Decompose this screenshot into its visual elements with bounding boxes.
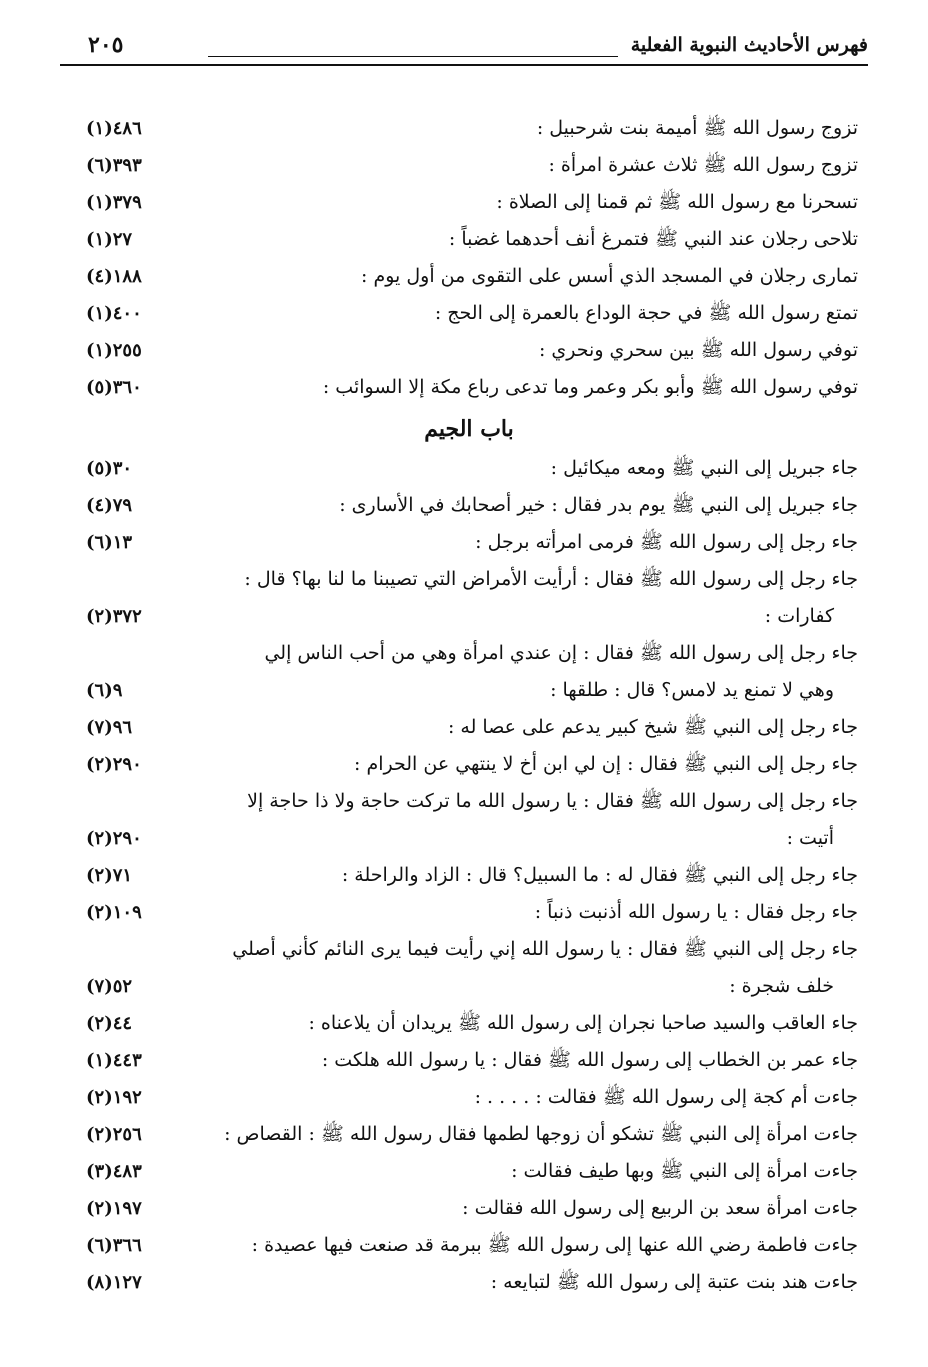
entry-text: توفي رسول الله ﷺ وأبو بكر وعمر وما تدعى رباع مكة إلا السوائب :	[322, 376, 858, 398]
index-entry	[80, 1116, 858, 1153]
entry-line	[80, 369, 858, 406]
entry-line	[80, 931, 858, 968]
index-entry	[80, 894, 858, 931]
entries-jim	[80, 450, 858, 1301]
section-heading: باب الجيم	[424, 416, 514, 442]
entry-text: جاءت امرأة سعد بن الربيع إلى رسول الله فقالت :	[462, 1197, 858, 1219]
entry-line	[80, 1042, 858, 1079]
entry-line	[80, 110, 858, 147]
header-dash-rule	[208, 56, 618, 57]
page-number: ٢٠٥	[88, 32, 124, 58]
entry-reference: ٤٨٦(١)	[86, 118, 142, 139]
entry-reference: ٥٢(٧)	[86, 976, 133, 997]
entry-line	[80, 635, 858, 672]
index-entry	[80, 295, 858, 332]
index-entry	[80, 369, 858, 406]
entry-text: جاءت امرأة إلى النبي ﷺ وبها طيف فقالت :	[511, 1160, 858, 1182]
entry-reference: ٤٨٣(٣)	[86, 1161, 142, 1182]
entry-line	[80, 820, 858, 857]
entry-reference: ٣٦٦(٦)	[86, 1235, 142, 1256]
entry-text: جاءت هند بنت عتبة إلى رسول الله ﷺ لتبايعه :	[490, 1271, 858, 1293]
entry-line	[80, 147, 858, 184]
entry-line	[80, 1190, 858, 1227]
entry-text: جاء رجل إلى النبي ﷺ شيخ كبير يدعم على عصا له :	[447, 716, 858, 738]
entry-text: جاء رجل إلى النبي ﷺ فقال : إن لي ابن أخ لا ينتهي عن الحرام :	[354, 753, 858, 775]
entry-reference: ٤٠٠(١)	[86, 303, 142, 324]
index-entry	[80, 1079, 858, 1116]
entry-line	[80, 1227, 858, 1264]
index-entry	[80, 1042, 858, 1079]
entry-text: جاء رجل إلى النبي ﷺ فقال : يا رسول الله إني رأيت فيما يرى النائم كأني أصلي	[232, 938, 858, 960]
entry-line	[80, 1005, 858, 1042]
entry-text: توفي رسول الله ﷺ بين سحري ونحري :	[538, 339, 858, 361]
entry-text: تمارى رجلان في المسجد الذي أسس على التقوى من أول يوم :	[361, 265, 858, 287]
entry-line	[80, 1116, 858, 1153]
entry-text: جاءت امرأة إلى النبي ﷺ تشكو أن زوجها لطمها فقال رسول الله ﷺ : القصاص :	[224, 1123, 858, 1145]
entry-line	[80, 295, 858, 332]
entry-reference: ٧١(٢)	[86, 865, 133, 886]
entry-reference: ١٢٧(٨)	[86, 1272, 142, 1293]
entry-line	[80, 221, 858, 258]
index-entry	[80, 221, 858, 258]
entry-text: وهي لا تمنع يد لامس؟ قال : طلقها :	[550, 679, 834, 701]
index-entry	[80, 524, 858, 561]
entry-reference: ٤٤٣(١)	[86, 1050, 142, 1071]
entry-text: جاء رجل إلى رسول الله ﷺ فقال : أرأيت الأمراض التي تصيبنا ما لنا بها؟ قال :	[244, 568, 858, 590]
index-entry	[80, 147, 858, 184]
entry-text: خلف شجرة :	[729, 975, 834, 997]
entry-reference: ٩٦(٧)	[86, 717, 133, 738]
entry-reference: ١٨٨(٤)	[86, 266, 142, 287]
index-entry	[80, 783, 858, 857]
entry-line	[80, 746, 858, 783]
index-entry	[80, 1005, 858, 1042]
index-entry	[80, 746, 858, 783]
entry-line	[80, 258, 858, 295]
entry-reference: ٢٥٥(١)	[86, 340, 142, 361]
entry-text: جاء رجل إلى رسول الله ﷺ فرمى امرأته برجل :	[475, 531, 858, 553]
entry-reference: ٩(٦)	[86, 680, 123, 701]
entry-text: جاء جبريل إلى النبي ﷺ ومعه ميكائيل :	[550, 457, 858, 479]
entry-text: جاء رجل إلى رسول الله ﷺ فقال : يا رسول الله ما تركت حاجة ولا ذا حاجة إلا	[247, 790, 858, 812]
entry-text: جاء رجل فقال : يا رسول الله أذنبت ذنباً :	[534, 901, 858, 923]
index-entry	[80, 1264, 858, 1301]
entry-line	[80, 184, 858, 221]
entry-text: أتيت :	[786, 827, 834, 849]
entry-text: تلاحى رجلان عند النبي ﷺ فتمرغ أنف أحدهما غضباً :	[448, 228, 858, 250]
index-entry	[80, 1190, 858, 1227]
index-entry	[80, 1153, 858, 1190]
header-rule	[60, 64, 868, 66]
entries-ta	[80, 110, 858, 406]
entry-line	[80, 894, 858, 931]
entry-line	[80, 1153, 858, 1190]
entry-reference: ٣٧٩(١)	[86, 192, 142, 213]
entry-line	[80, 1264, 858, 1301]
index-body	[80, 110, 858, 1301]
entry-reference: ٣٩٣(٦)	[86, 155, 142, 176]
entry-line	[80, 524, 858, 561]
index-entry	[80, 450, 858, 487]
entry-text: تسحرنا مع رسول الله ﷺ ثم قمنا إلى الصلاة :	[496, 191, 858, 213]
entry-line	[80, 709, 858, 746]
entry-text: جاء رجل إلى رسول الله ﷺ فقال : إن عندي امرأة وهي من أحب الناس إلي	[264, 642, 858, 664]
entry-reference: ١٩٢(٢)	[86, 1087, 142, 1108]
index-entry	[80, 857, 858, 894]
running-title: فهرس الأحاديث النبوية الفعلية	[630, 34, 868, 56]
entry-reference: ٢٥٦(٢)	[86, 1124, 142, 1145]
index-entry	[80, 487, 858, 524]
entry-line	[80, 1079, 858, 1116]
entry-line	[80, 968, 858, 1005]
entry-reference: ٣٧٢(٢)	[86, 606, 142, 627]
entry-text: كفارات :	[764, 605, 834, 627]
entry-line	[80, 672, 858, 709]
entry-text: جاء العاقب والسيد صاحبا نجران إلى رسول الله ﷺ يريدان أن يلاعناه :	[308, 1012, 858, 1034]
entry-text: جاء عمر بن الخطاب إلى رسول الله ﷺ فقال : يا رسول الله هلكت :	[321, 1049, 858, 1071]
entry-text: جاءت أم كجة إلى رسول الله ﷺ فقالت : . . . . :	[474, 1086, 858, 1108]
entry-text: تزوج رسول الله ﷺ أميمة بنت شرحبيل :	[536, 117, 858, 139]
index-entry	[80, 184, 858, 221]
entry-line	[80, 332, 858, 369]
entry-line	[80, 783, 858, 820]
entry-reference: ١٣(٦)	[86, 532, 133, 553]
entry-line	[80, 857, 858, 894]
index-entry	[80, 110, 858, 147]
index-entry	[80, 931, 858, 1005]
entry-reference: ١٩٧(٢)	[86, 1198, 142, 1219]
entry-reference: ٢٧(١)	[86, 229, 133, 250]
entry-line	[80, 561, 858, 598]
entry-reference: ٢٩٠(٢)	[86, 754, 142, 775]
entry-reference: ١٠٩(٢)	[86, 902, 142, 923]
entry-text: جاءت فاطمة رضي الله عنها إلى رسول الله ﷺ ببرمة قد صنعت فيها عصيدة :	[251, 1234, 858, 1256]
entry-reference: ٣٦٠(٥)	[86, 377, 142, 398]
entry-reference: ٣٠(٥)	[86, 458, 133, 479]
index-entry	[80, 635, 858, 709]
index-entry	[80, 332, 858, 369]
entry-reference: ٢٩٠(٢)	[86, 828, 142, 849]
entry-reference: ٧٩(٤)	[86, 495, 133, 516]
entry-text: جاء رجل إلى النبي ﷺ فقال له : ما السبيل؟ قال : الزاد والراحلة :	[341, 864, 858, 886]
index-entry	[80, 258, 858, 295]
entry-line	[80, 598, 858, 635]
page-header	[60, 30, 868, 72]
entry-text: تزوج رسول الله ﷺ ثلاث عشرة امرأة :	[548, 154, 858, 176]
index-entry	[80, 709, 858, 746]
entry-text: جاء جبريل إلى النبي ﷺ يوم بدر فقال : خير أصحابك في الأسارى :	[339, 494, 858, 516]
index-entry	[80, 561, 858, 635]
index-entry	[80, 1227, 858, 1264]
entry-line	[80, 487, 858, 524]
entry-reference: ٤٤(٢)	[86, 1013, 133, 1034]
entry-text: تمتع رسول الله ﷺ في حجة الوداع بالعمرة إلى الحج :	[434, 302, 858, 324]
entry-line	[80, 450, 858, 487]
